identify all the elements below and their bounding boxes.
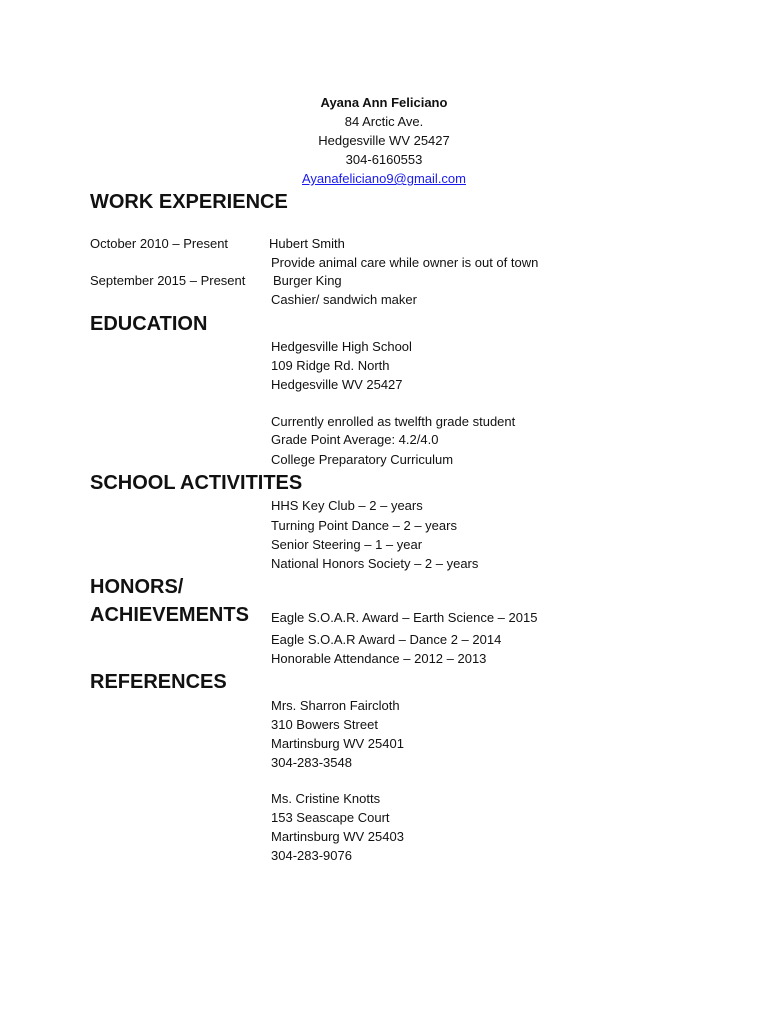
phone-number: 304-6160553	[345, 152, 423, 167]
reference-1-phone: 304-283-3548	[271, 755, 352, 770]
activity-item: Turning Point Dance – 2 – years	[271, 518, 457, 533]
reference-2-street: 153 Seascape Court	[271, 810, 390, 825]
honors-heading-line2: ACHIEVEMENTS	[90, 604, 249, 626]
honors-heading-line1: HONORS/	[90, 576, 184, 598]
email-link[interactable]: Ayanafeliciano9@gmail.com	[302, 171, 466, 186]
education-detail: Grade Point Average: 4.2/4.0	[271, 432, 439, 447]
address-street: 84 Arctic Ave.	[344, 114, 424, 129]
education-street: 109 Ridge Rd. North	[271, 358, 390, 373]
address-city: Hedgesville WV 25427	[318, 133, 450, 148]
activity-item: National Honors Society – 2 – years	[271, 556, 479, 571]
job-1-dates: October 2010 – Present	[90, 236, 229, 251]
reference-2-city: Martinsburg WV 25403	[271, 829, 404, 844]
job-2-employer: Burger King	[273, 273, 342, 288]
reference-1-name: Mrs. Sharron Faircloth	[271, 698, 400, 713]
education-city: Hedgesville WV 25427	[271, 377, 403, 392]
job-2-description: Cashier/ sandwich maker	[271, 292, 417, 307]
reference-2-phone: 304-283-9076	[271, 848, 352, 863]
honor-item: Honorable Attendance – 2012 – 2013	[271, 651, 487, 666]
work-experience-heading: WORK EXPERIENCE	[90, 191, 288, 213]
school-activities-heading: SCHOOL ACTIVITITES	[90, 472, 303, 494]
education-detail: Currently enrolled as twelfth grade student	[271, 414, 516, 429]
email-row	[0, 171, 768, 187]
job-1-description: Provide animal care while owner is out of town	[271, 255, 539, 270]
job-1-employer: Hubert Smith	[269, 236, 345, 251]
references-heading: REFERENCES	[90, 671, 227, 693]
education-school: Hedgesville High School	[271, 339, 412, 354]
job-2-dates: September 2015 – Present	[90, 273, 246, 288]
education-detail: College Preparatory Curriculum	[271, 452, 454, 467]
honor-item: Eagle S.O.A.R. Award – Earth Science – 2015	[271, 610, 538, 625]
reference-1-city: Martinsburg WV 25401	[271, 736, 404, 751]
reference-1-street: 310 Bowers Street	[271, 717, 378, 732]
activity-item: HHS Key Club – 2 – years	[271, 498, 423, 513]
education-heading: EDUCATION	[90, 313, 208, 335]
honor-item: Eagle S.O.A.R Award – Dance 2 – 2014	[271, 632, 502, 647]
activity-item: Senior Steering – 1 – year	[271, 537, 423, 552]
applicant-name: Ayana Ann Feliciano	[320, 95, 448, 110]
reference-2-name: Ms. Cristine Knotts	[271, 791, 381, 806]
